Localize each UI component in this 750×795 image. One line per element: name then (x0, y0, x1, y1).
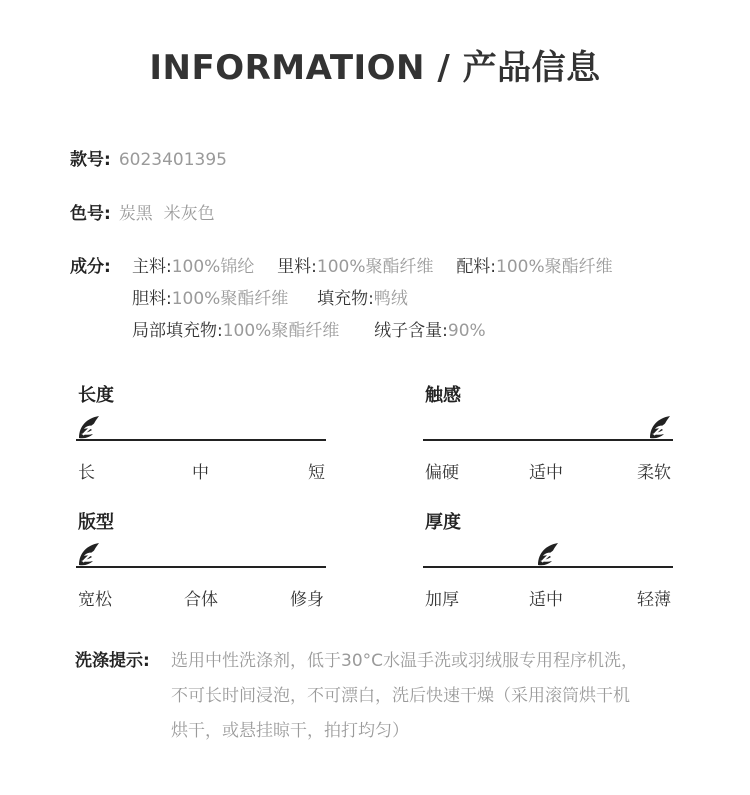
material-value: 100%聚酯纤维 (496, 257, 613, 277)
scale-title: 版型 (78, 512, 114, 533)
composition-line (132, 252, 613, 277)
scale-title: 长度 (78, 385, 114, 406)
color-row (70, 199, 215, 224)
scale-option: 长 (78, 463, 95, 483)
style-number-row (70, 145, 227, 170)
care-line: 不可长时间浸泡，不可漂白，洗后快速干燥（采用滚筒烘干机 (171, 686, 630, 706)
color-value: 炭黑 米灰色 (118, 204, 215, 224)
composition-label-row (70, 252, 111, 277)
scale-line (423, 439, 673, 441)
leaf-marker-icon (647, 414, 673, 440)
scale-title: 触感 (425, 385, 461, 406)
composition-line (132, 284, 408, 309)
leaf-marker-icon (535, 541, 561, 567)
material-key: 里料: (277, 257, 317, 277)
thickness-scale (421, 508, 671, 628)
material-value: 90% (447, 321, 486, 341)
style-number-value: 6023401395 (118, 150, 227, 170)
care-line: 烘干，或悬挂晾干，拍打均匀） (171, 721, 409, 741)
material-value: 100%聚酯纤维 (171, 289, 289, 309)
scale-option: 宽松 (78, 590, 112, 610)
length-scale (74, 381, 324, 501)
composition-line (132, 316, 486, 341)
touch-scale (421, 381, 671, 501)
scale-option: 合体 (184, 590, 218, 610)
material-key: 主料: (132, 257, 172, 277)
care-label: 洗涤提示: (75, 651, 150, 671)
fit-scale (74, 508, 324, 628)
scale-option: 适中 (529, 463, 563, 483)
material-key: 局部填充物: (132, 321, 223, 341)
material-key: 填充物: (317, 289, 374, 309)
material-key: 胆料: (132, 289, 172, 309)
care-text (171, 644, 691, 749)
material-value: 100%聚酯纤维 (222, 321, 340, 341)
scale-option: 加厚 (425, 590, 459, 610)
scale-line (76, 566, 326, 568)
scale-option: 适中 (529, 590, 563, 610)
care-line: 选用中性洗涤剂，低于30°C水温手洗或羽绒服专用程序机洗， (171, 651, 639, 671)
page-title: INFORMATION / 产品信息 (149, 48, 601, 88)
scale-line (76, 439, 326, 441)
composition-label: 成分: (70, 257, 111, 277)
color-label: 色号: (70, 204, 111, 224)
scale-title: 厚度 (425, 512, 461, 533)
material-value: 鸭绒 (373, 289, 408, 309)
leaf-marker-icon (76, 414, 102, 440)
scale-option: 修身 (290, 590, 324, 610)
scale-option: 轻薄 (637, 590, 671, 610)
scale-option: 偏硬 (425, 463, 459, 483)
style-number-label: 款号: (70, 150, 111, 170)
material-key: 配料: (456, 257, 497, 277)
material-value: 100%锦纶 (171, 257, 255, 277)
material-value: 100%聚酯纤维 (316, 257, 434, 277)
scale-option: 柔软 (637, 463, 671, 483)
material-key: 绒子含量: (374, 321, 448, 341)
scale-option: 短 (308, 463, 325, 483)
leaf-marker-icon (76, 541, 102, 567)
scale-option: 中 (192, 463, 209, 483)
